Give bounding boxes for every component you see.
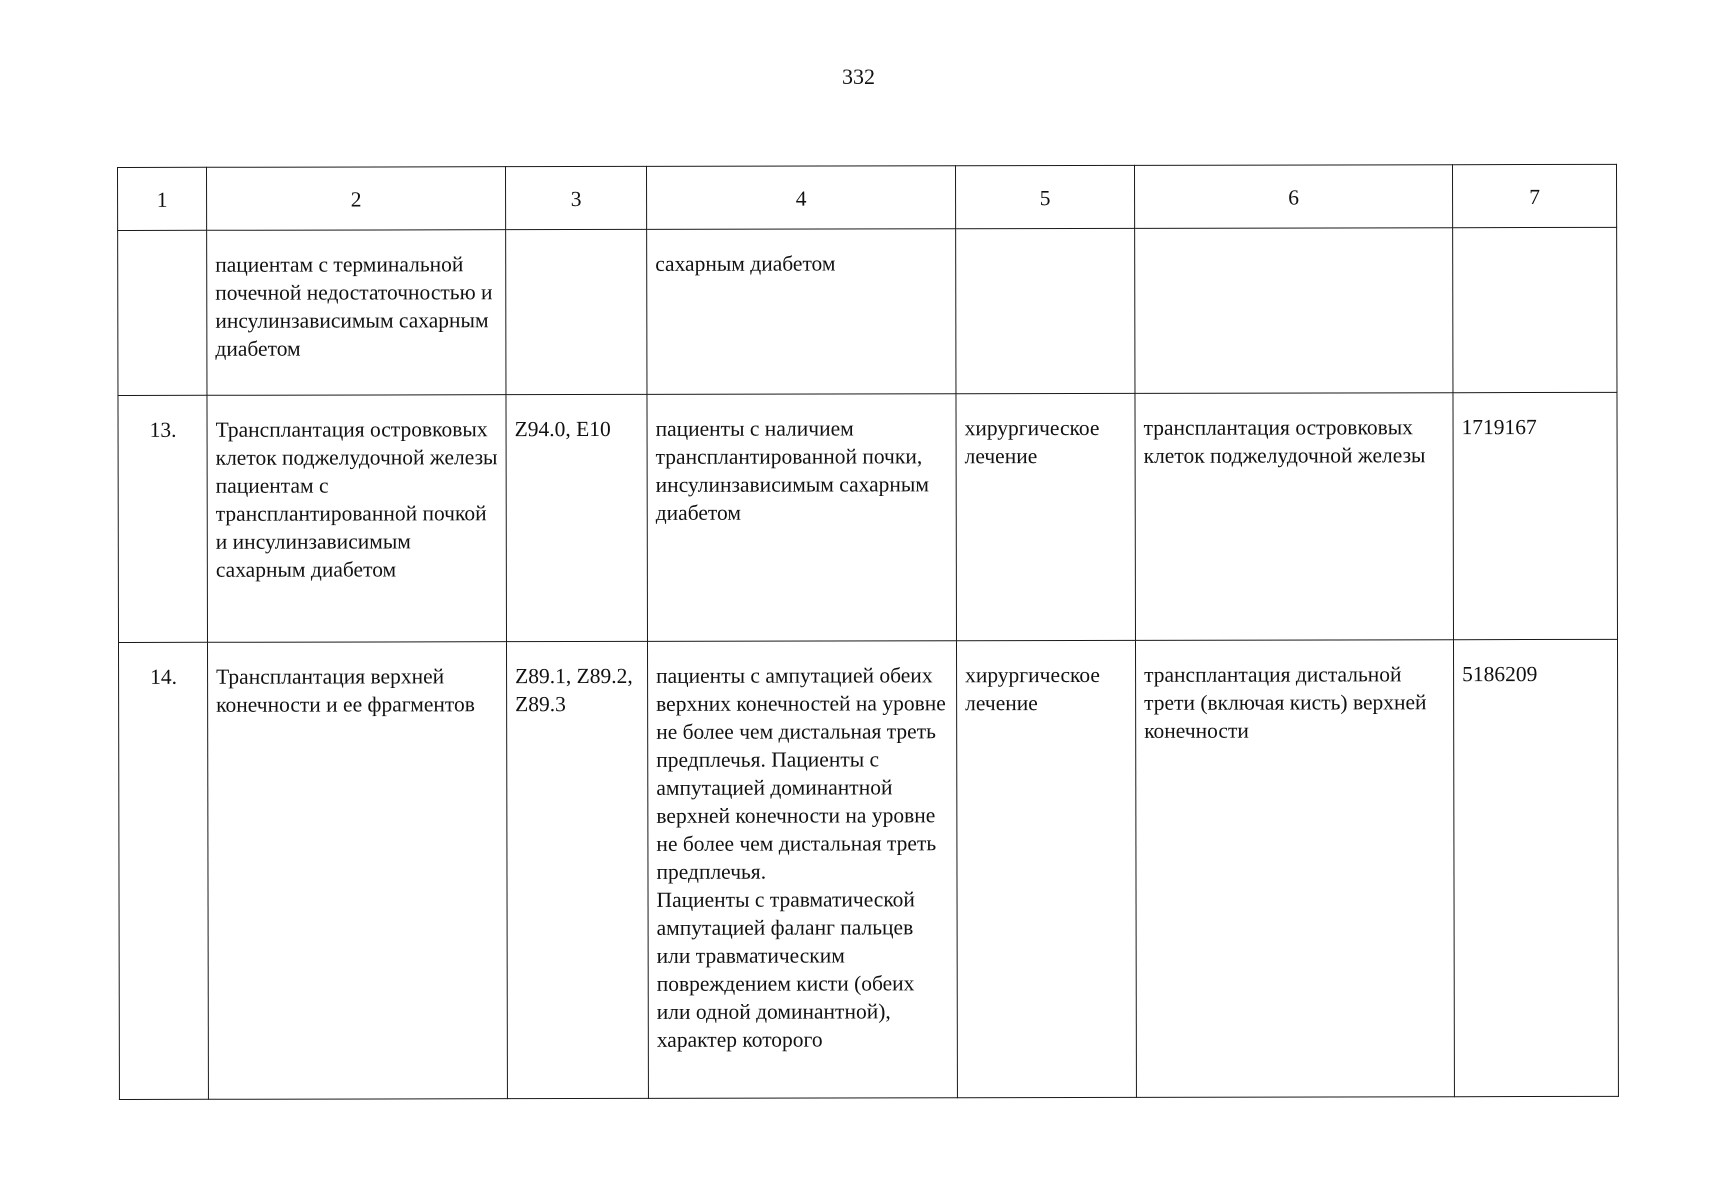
diagnosis-codes: Z89.1, Z89.2, Z89.3: [506, 641, 648, 1098]
table-row: [118, 639, 1618, 1099]
table-row: [118, 392, 1618, 642]
treatment-method: трансплантация дистальной трети (включая кисть) верхней конечности: [1135, 640, 1454, 1098]
procedure-name: Трансплантация островковых клеток поджелудочной железы пациентам с трансплантированной почкой и инсулинзависимым сахарным диабетом: [207, 395, 507, 643]
column-header: 5: [955, 165, 1134, 228]
row-number: 14.: [118, 642, 208, 1099]
procedure-name: Трансплантация верхней конечности и ее фрагментов: [207, 642, 507, 1100]
column-header: 7: [1452, 164, 1616, 227]
treatment-method: [1135, 228, 1453, 394]
cost-value: 1719167: [1453, 392, 1618, 639]
column-header: 6: [1134, 165, 1452, 229]
column-header: 2: [207, 167, 506, 231]
cost-value: 5186209: [1453, 639, 1618, 1096]
column-header: 4: [646, 166, 955, 230]
page-number: 332: [842, 64, 875, 89]
column-header: 3: [506, 166, 647, 229]
procedures-table: [117, 164, 1619, 1100]
diagnosis-codes: [506, 229, 647, 394]
column-header: 1: [118, 167, 207, 230]
treatment-method: трансплантация островковых клеток поджелудочной железы: [1135, 393, 1454, 641]
row-number: 13.: [118, 395, 208, 642]
table-header-row: [118, 164, 1617, 230]
patient-model: пациенты с ампутацией обеих верхних конечностей на уровне не более чем дистальная треть предплечья. Пациенты с ампутацией доминантной верхней конечности на уровне не более чем дистальная треть предплечья. Пациенты с травматической ампутацией фаланг пальцев или травматическим повреждением кисти (обеих или одной доминантной), характер которого: [647, 641, 957, 1099]
patient-model: сахарным диабетом: [647, 229, 956, 395]
row-number: [118, 230, 207, 395]
procedure-name: пациентам с терминальной почечной недостаточностью и инсулинзависимым сахарным диабетом: [207, 230, 506, 396]
diagnosis-codes: Z94.0, E10: [506, 394, 648, 641]
treatment-type: хирургическое лечение: [956, 640, 1136, 1097]
patient-model: пациенты с наличием трансплантированной почки, инсулинзависимым сахарным диабетом: [647, 394, 957, 642]
table-row: [118, 227, 1617, 395]
cost-value: [1453, 227, 1617, 392]
treatment-type: [956, 228, 1135, 393]
treatment-type: хирургическое лечение: [956, 393, 1136, 640]
